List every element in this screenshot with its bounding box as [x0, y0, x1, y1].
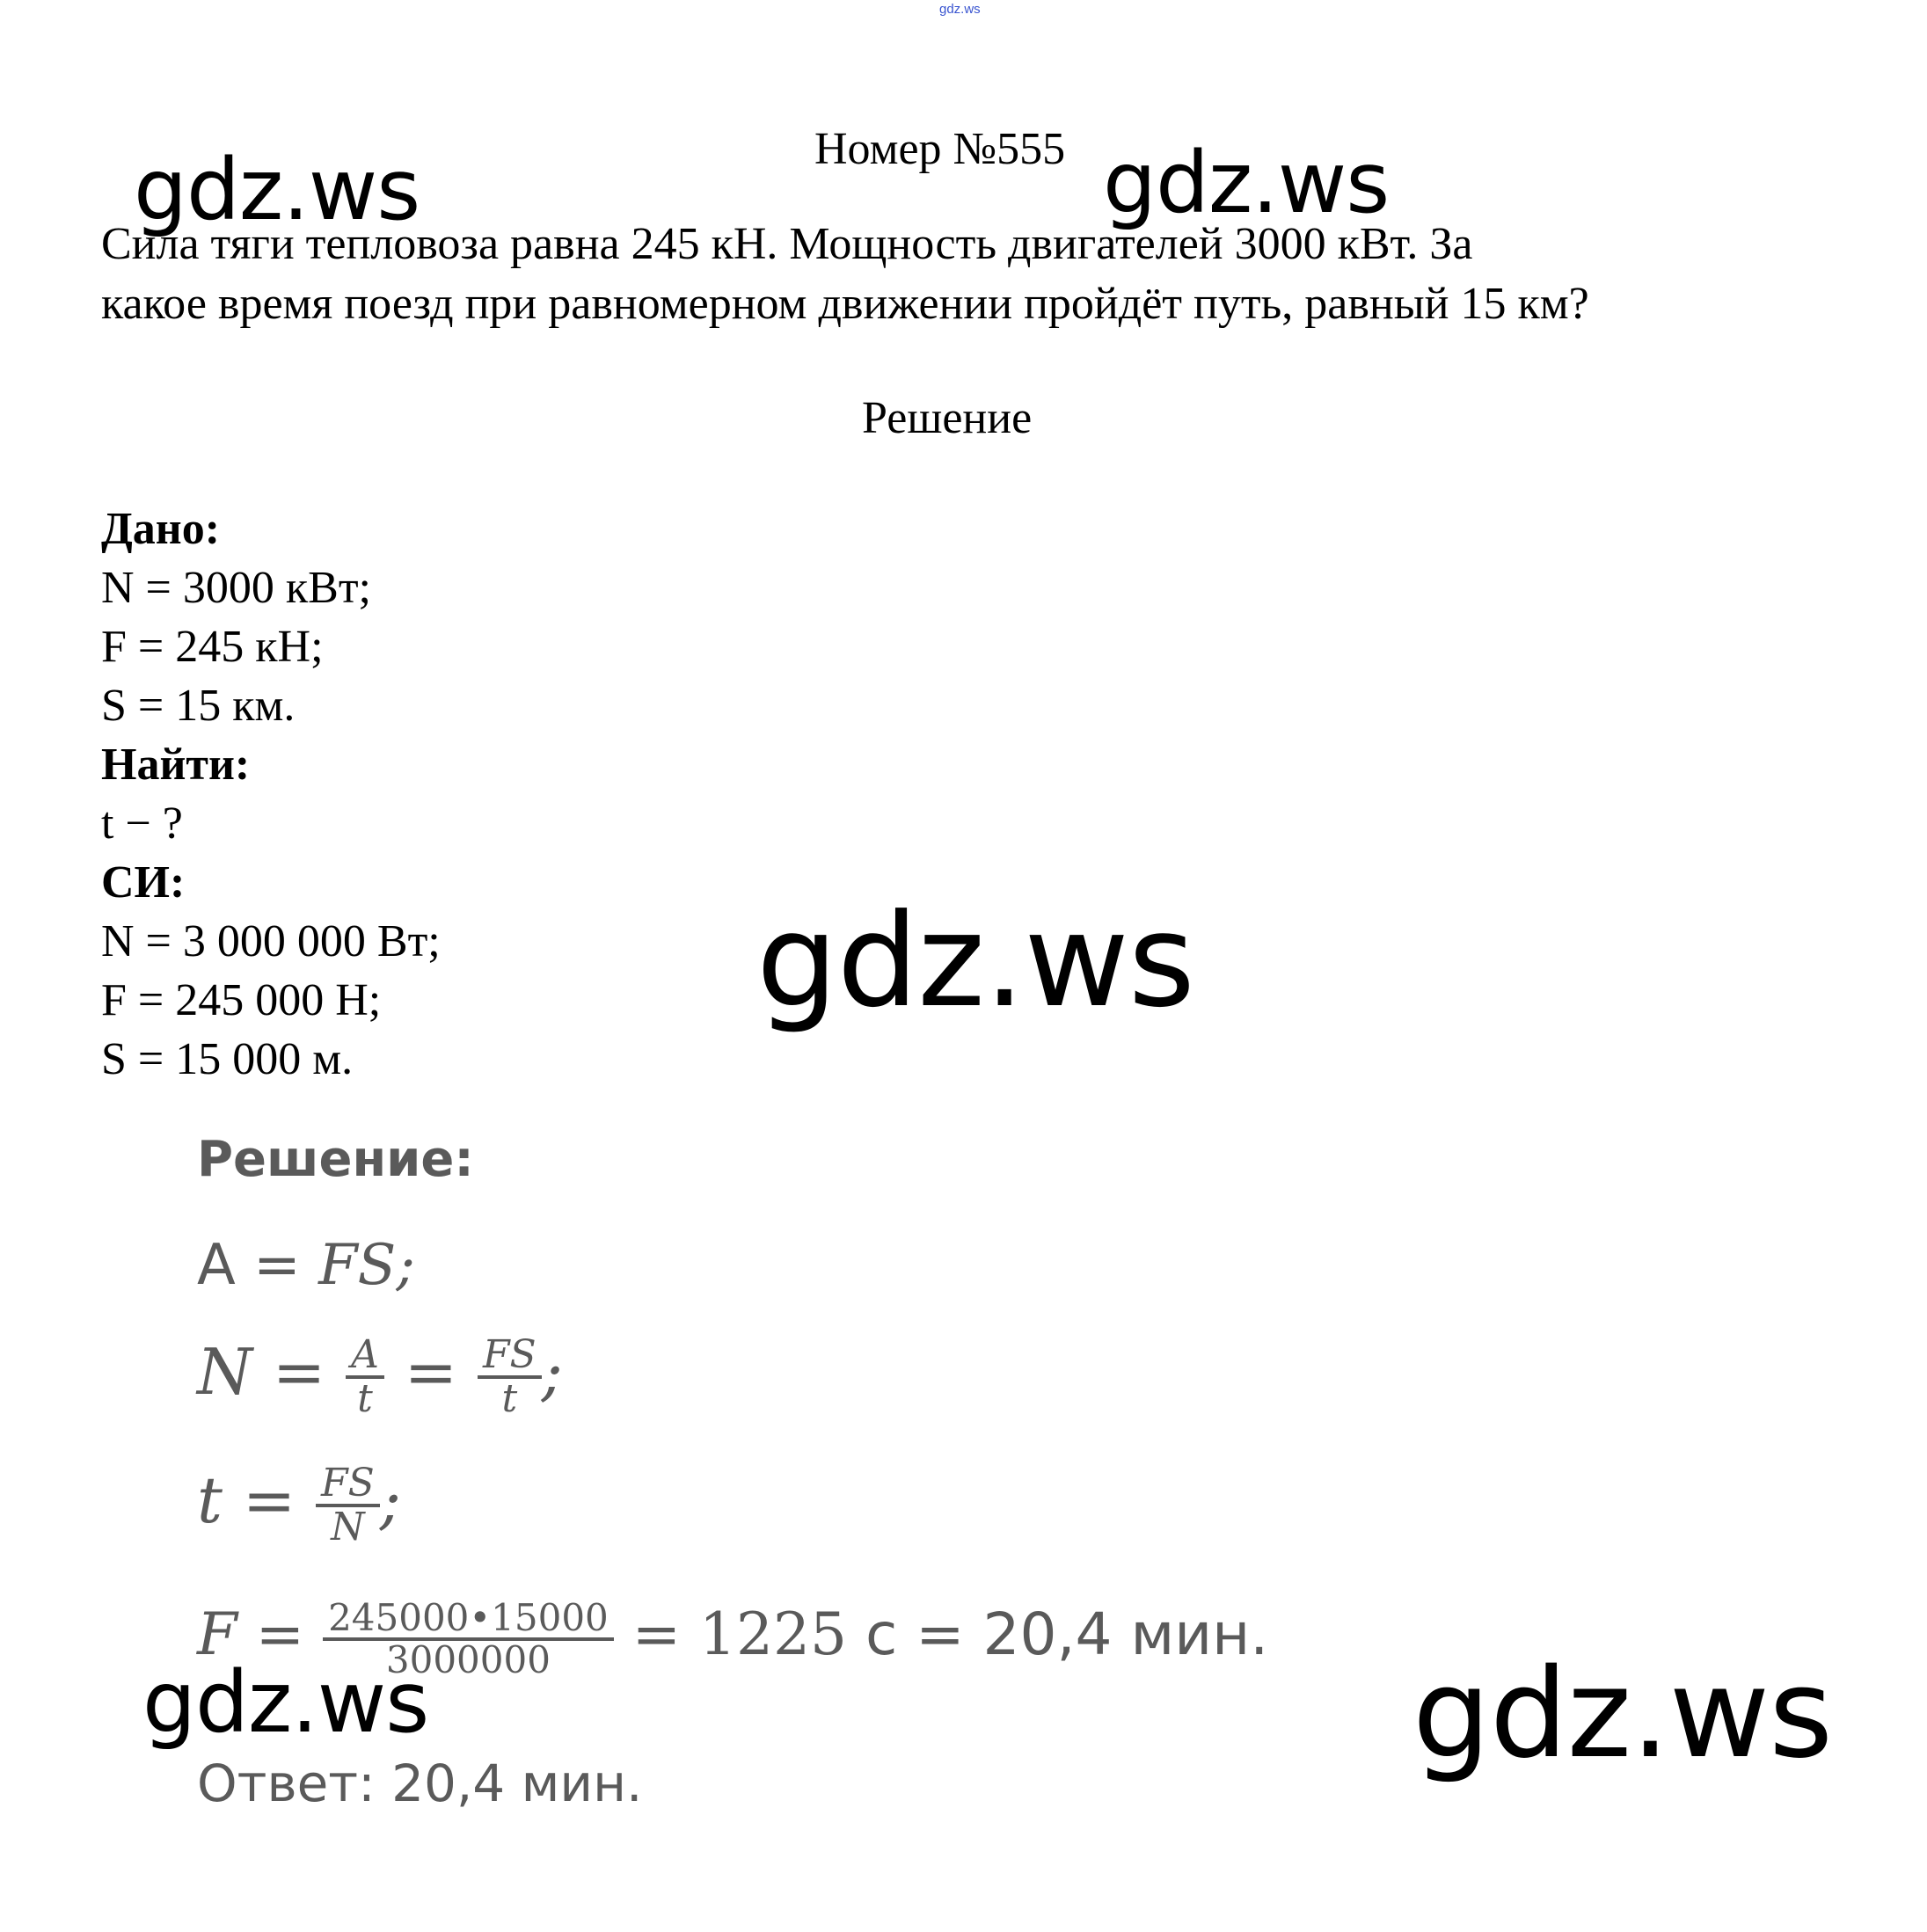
- page-title: Номер №555: [814, 124, 1066, 174]
- fraction-numerator: FS: [478, 1335, 542, 1379]
- watermark-top-left: gdz.ws: [134, 141, 420, 239]
- si-item: N = 3 000 000 Вт;: [101, 916, 441, 966]
- given-item: F = 245 кН;: [101, 622, 324, 672]
- fraction-denominator: t: [357, 1376, 373, 1422]
- fraction-numerator: 245000•15000: [323, 1599, 614, 1641]
- eq1-rhs: FS;: [318, 1233, 415, 1298]
- equation-power: [197, 1332, 563, 1422]
- eq4-equals: = 1225: [613, 1600, 848, 1669]
- si-item: F = 245 000 Н;: [101, 975, 382, 1025]
- eq2-equals: =: [383, 1335, 478, 1410]
- given-label: Дано:: [101, 504, 221, 554]
- eq4-lhs: F =: [197, 1600, 324, 1669]
- si-label: СИ:: [101, 857, 186, 908]
- watermark-bottom-left: gdz.ws: [142, 1653, 429, 1752]
- watermark-bottom-right: gdz.ws: [1412, 1643, 1833, 1786]
- fraction-numerator: FS: [316, 1463, 380, 1507]
- fraction-denominator: 3000000: [385, 1638, 551, 1682]
- eq2-end: ;: [541, 1335, 563, 1410]
- fraction-fs-over-t: [478, 1332, 542, 1422]
- equation-work: [197, 1233, 415, 1298]
- top-watermark-link[interactable]: gdz.ws: [939, 2, 981, 17]
- fraction-numerator: A: [346, 1335, 384, 1379]
- eq3-lhs: t =: [197, 1463, 317, 1538]
- watermark-top-right: gdz.ws: [1103, 134, 1390, 232]
- problem-line-2: какое время поезд при равномерном движении пройдёт путь, равный 15 км?: [101, 279, 1589, 329]
- eq3-end: ;: [379, 1463, 401, 1538]
- given-item: S = 15 км.: [101, 681, 296, 731]
- fraction-denominator: N: [331, 1505, 365, 1550]
- equation-time: [197, 1463, 401, 1548]
- answer: Ответ: 20,4 мин.: [197, 1753, 643, 1813]
- fraction-denominator: t: [501, 1376, 518, 1422]
- solution-label: Решение:: [197, 1131, 474, 1188]
- eq4-result: с = 20,4 мин.: [847, 1600, 1269, 1669]
- solution-heading: Решение: [862, 393, 1033, 443]
- fraction-a-over-t: [346, 1332, 384, 1422]
- find-label: Найти:: [101, 740, 251, 790]
- si-item: S = 15 000 м.: [101, 1034, 354, 1084]
- eq2-lhs: N =: [197, 1335, 347, 1410]
- problem-line-1: Сила тяги тепловоза равна 245 кН. Мощность двигателей 3000 кВт. За: [101, 219, 1473, 269]
- fraction-fs-over-n: [316, 1463, 380, 1548]
- eq1-lhs: A =: [197, 1233, 319, 1298]
- watermark-center: gdz.ws: [756, 886, 1194, 1036]
- given-item: N = 3000 кВт;: [101, 563, 371, 613]
- find-item: t − ?: [101, 798, 183, 849]
